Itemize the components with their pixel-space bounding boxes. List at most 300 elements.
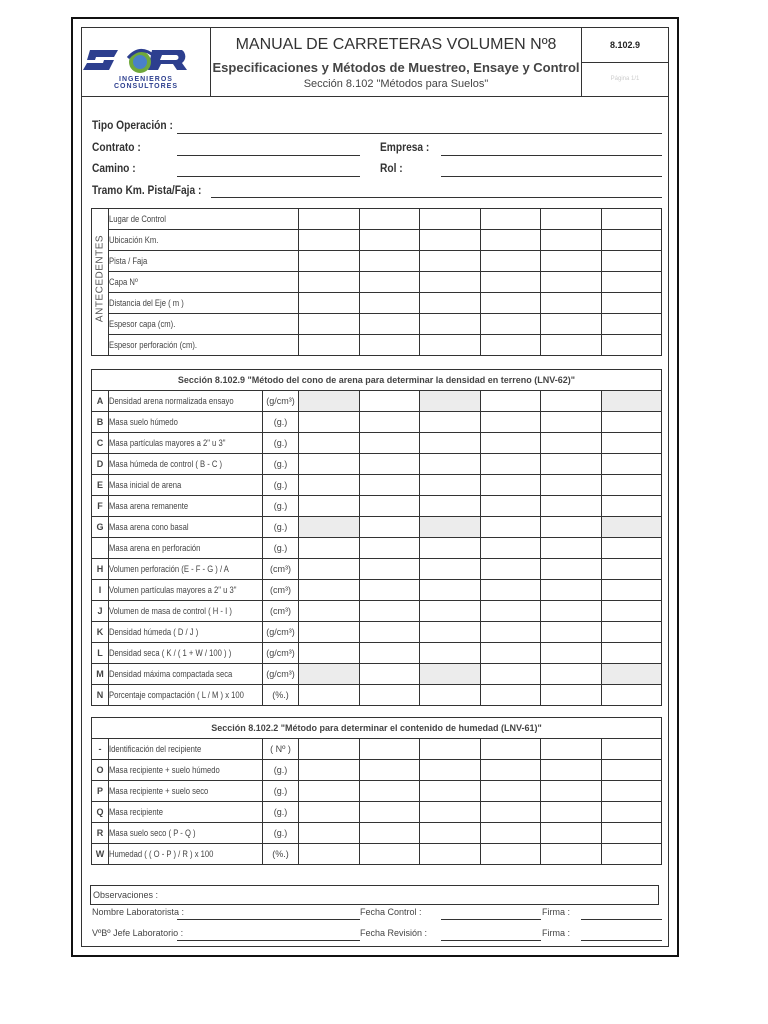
value-cell[interactable] (299, 580, 360, 601)
page-note: Página 1/1 (610, 76, 640, 82)
value-cell[interactable] (480, 643, 541, 664)
value-cell[interactable] (480, 781, 541, 802)
value-cell[interactable] (299, 538, 360, 559)
form-header (82, 28, 668, 97)
section-title (92, 718, 662, 739)
value-cell[interactable] (359, 802, 420, 823)
value-cell[interactable] (541, 335, 602, 356)
jefe-field[interactable] (177, 940, 360, 941)
row-unit (263, 739, 299, 760)
value-cell[interactable] (420, 517, 481, 538)
value-cell[interactable] (420, 293, 481, 314)
value-cell[interactable] (299, 517, 360, 538)
value-cell[interactable] (299, 685, 360, 706)
value-cell[interactable] (541, 209, 602, 230)
camino-label: Camino : (92, 161, 136, 175)
code-block (582, 28, 668, 96)
value-cell[interactable] (480, 230, 541, 251)
table-row (92, 272, 662, 293)
value-cell[interactable] (420, 802, 481, 823)
value-cell[interactable] (601, 314, 662, 335)
value-cell[interactable] (480, 251, 541, 272)
row-unit-text: (g/cm³) (266, 669, 295, 679)
row-description (109, 685, 263, 706)
value-cell[interactable] (420, 433, 481, 454)
row-unit-text: (g/cm³) (266, 396, 295, 406)
contrato-field[interactable] (177, 155, 360, 156)
row-description-text: Identificación del recipiente (109, 744, 202, 754)
row-letter (92, 538, 109, 559)
value-cell[interactable] (601, 391, 662, 412)
row-letter-text: C (96, 438, 104, 448)
row-unit (263, 517, 299, 538)
row-letter-text: L (97, 648, 103, 658)
row-description (109, 538, 263, 559)
table-row (92, 802, 662, 823)
tipo-operacion-field[interactable] (177, 133, 662, 134)
firma-field-1[interactable] (581, 919, 662, 920)
value-cell[interactable] (299, 412, 360, 433)
value-cell[interactable] (420, 781, 481, 802)
value-cell[interactable] (541, 823, 602, 844)
value-cell[interactable] (480, 433, 541, 454)
value-cell[interactable] (601, 272, 662, 293)
section-title: Sección 8.102 "Métodos para Suelos" (303, 78, 489, 90)
value-cell[interactable] (601, 664, 662, 685)
row-description-text: Masa arena remanente (109, 501, 189, 511)
value-cell[interactable] (359, 335, 420, 356)
value-cell[interactable] (299, 844, 360, 865)
value-cell[interactable] (299, 209, 360, 230)
value-cell[interactable] (601, 230, 662, 251)
row-unit-text: (g.) (273, 765, 288, 775)
value-cell[interactable] (420, 559, 481, 580)
row-letter (92, 781, 109, 802)
row-description-text: Masa partículas mayores a 2" u 3" (109, 438, 226, 448)
value-cell[interactable] (359, 454, 420, 475)
value-cell[interactable] (601, 760, 662, 781)
value-cell[interactable] (420, 496, 481, 517)
row-letter (92, 739, 109, 760)
value-cell[interactable] (299, 739, 360, 760)
row-label-text: Distancia del Eje ( m ) (109, 298, 184, 308)
table-row (92, 664, 662, 685)
value-cell[interactable] (420, 685, 481, 706)
row-description-text: Densidad seca ( K / ( 1 + W / 100 ) ) (109, 648, 232, 658)
value-cell[interactable] (299, 314, 360, 335)
value-cell[interactable] (601, 559, 662, 580)
value-cell[interactable] (420, 739, 481, 760)
value-cell[interactable] (541, 391, 602, 412)
value-cell[interactable] (541, 496, 602, 517)
row-letter (92, 844, 109, 865)
value-cell[interactable] (480, 412, 541, 433)
table-row (92, 251, 662, 272)
firma-field-2[interactable] (581, 940, 662, 941)
value-cell[interactable] (480, 802, 541, 823)
value-cell[interactable] (299, 251, 360, 272)
value-cell[interactable] (541, 739, 602, 760)
value-cell[interactable] (299, 664, 360, 685)
value-cell[interactable] (601, 517, 662, 538)
value-cell[interactable] (480, 559, 541, 580)
table-row (92, 293, 662, 314)
value-cell[interactable] (420, 272, 481, 293)
empresa-field[interactable] (441, 155, 662, 156)
value-cell[interactable] (541, 559, 602, 580)
laboratorista-label: Nombre Laboratorista : (92, 907, 185, 917)
value-cell[interactable] (420, 475, 481, 496)
value-cell[interactable] (480, 580, 541, 601)
value-cell[interactable] (420, 209, 481, 230)
value-cell[interactable] (359, 314, 420, 335)
company-name: INGENIEROS CONSULTORES (113, 76, 179, 90)
value-cell[interactable] (480, 739, 541, 760)
row-unit-text: (g.) (273, 828, 288, 838)
row-unit-text: (%.) (272, 849, 289, 859)
value-cell[interactable] (601, 601, 662, 622)
value-cell[interactable] (480, 538, 541, 559)
value-cell[interactable] (359, 391, 420, 412)
value-cell[interactable] (359, 760, 420, 781)
value-cell[interactable] (420, 412, 481, 433)
value-cell[interactable] (480, 454, 541, 475)
row-description (109, 601, 263, 622)
table-row (92, 559, 662, 580)
row-letter (92, 391, 109, 412)
row-letter-text: P (96, 786, 103, 796)
value-cell[interactable] (480, 844, 541, 865)
row-unit-text: (g.) (273, 459, 288, 469)
table-row (92, 496, 662, 517)
value-cell[interactable] (359, 433, 420, 454)
value-cell[interactable] (299, 760, 360, 781)
table-row (92, 538, 662, 559)
value-cell[interactable] (299, 433, 360, 454)
value-cell[interactable] (359, 272, 420, 293)
row-unit-text: (%.) (272, 690, 289, 700)
row-label (109, 272, 299, 293)
value-cell[interactable] (359, 412, 420, 433)
value-cell[interactable] (359, 580, 420, 601)
value-cell[interactable] (541, 251, 602, 272)
row-unit (263, 760, 299, 781)
value-cell[interactable] (601, 538, 662, 559)
value-cell[interactable] (480, 293, 541, 314)
value-cell[interactable] (420, 314, 481, 335)
table-row (92, 601, 662, 622)
table-row (92, 314, 662, 335)
value-cell[interactable] (601, 622, 662, 643)
row-unit (263, 412, 299, 433)
rol-label: Rol : (380, 161, 403, 175)
value-cell[interactable] (359, 601, 420, 622)
value-cell[interactable] (299, 601, 360, 622)
row-description (109, 580, 263, 601)
row-label (109, 230, 299, 251)
value-cell[interactable] (420, 251, 481, 272)
table-row (92, 622, 662, 643)
value-cell[interactable] (480, 685, 541, 706)
row-letter-text: J (97, 606, 103, 616)
value-cell[interactable] (420, 760, 481, 781)
row-description (109, 454, 263, 475)
table-row (92, 412, 662, 433)
value-cell[interactable] (480, 517, 541, 538)
manual-title: MANUAL DE CARRETERAS VOLUMEN Nº8 (235, 36, 557, 53)
row-letter (92, 412, 109, 433)
value-cell[interactable] (420, 454, 481, 475)
row-description-text: Porcentaje compactación ( L / M ) x 100 (109, 690, 244, 700)
value-cell[interactable] (299, 475, 360, 496)
value-cell[interactable] (359, 664, 420, 685)
value-cell[interactable] (359, 559, 420, 580)
value-cell[interactable] (299, 454, 360, 475)
laboratorista-field[interactable] (177, 919, 360, 920)
value-cell[interactable] (541, 293, 602, 314)
value-cell[interactable] (359, 781, 420, 802)
row-description (109, 433, 263, 454)
value-cell[interactable] (541, 622, 602, 643)
value-cell[interactable] (359, 538, 420, 559)
value-cell[interactable] (601, 844, 662, 865)
value-cell[interactable] (480, 314, 541, 335)
row-letter (92, 802, 109, 823)
value-cell[interactable] (601, 739, 662, 760)
row-description (109, 844, 263, 865)
value-cell[interactable] (359, 844, 420, 865)
row-description-text: Masa recipiente + suelo seco (109, 786, 209, 796)
value-cell[interactable] (420, 580, 481, 601)
row-description (109, 517, 263, 538)
value-cell[interactable] (601, 335, 662, 356)
row-letter (92, 433, 109, 454)
value-cell[interactable] (601, 823, 662, 844)
value-cell[interactable] (541, 844, 602, 865)
observaciones-field[interactable]: Observaciones : (90, 885, 659, 905)
row-label (109, 314, 299, 335)
row-unit (263, 391, 299, 412)
value-cell[interactable] (359, 643, 420, 664)
value-cell[interactable] (420, 230, 481, 251)
row-description (109, 391, 263, 412)
value-cell[interactable] (359, 685, 420, 706)
value-cell[interactable] (359, 293, 420, 314)
row-letter (92, 601, 109, 622)
value-cell[interactable] (541, 664, 602, 685)
row-description-text: Volumen partículas mayores a 2" u 3" (109, 585, 237, 595)
row-description (109, 760, 263, 781)
value-cell[interactable] (299, 781, 360, 802)
row-letter (92, 475, 109, 496)
table-row (92, 760, 662, 781)
value-cell[interactable] (359, 739, 420, 760)
row-unit (263, 454, 299, 475)
row-letter-text: B (96, 417, 104, 427)
value-cell[interactable] (299, 802, 360, 823)
firma-label-2: Firma : (542, 928, 570, 938)
fecha-control-field[interactable] (441, 919, 541, 920)
row-description (109, 412, 263, 433)
value-cell[interactable] (601, 781, 662, 802)
value-cell[interactable] (601, 454, 662, 475)
value-cell[interactable] (601, 643, 662, 664)
form-frame (81, 27, 669, 947)
value-cell[interactable] (299, 622, 360, 643)
row-description (109, 622, 263, 643)
value-cell[interactable] (601, 412, 662, 433)
value-cell[interactable] (601, 685, 662, 706)
row-letter-text: R (96, 828, 104, 838)
value-cell[interactable] (541, 412, 602, 433)
value-cell[interactable] (299, 391, 360, 412)
value-cell[interactable] (541, 454, 602, 475)
value-cell[interactable] (299, 823, 360, 844)
value-cell[interactable] (480, 391, 541, 412)
row-label-text: Ubicación Km. (109, 235, 159, 245)
value-cell[interactable] (480, 601, 541, 622)
value-cell[interactable] (299, 272, 360, 293)
value-cell[interactable] (601, 475, 662, 496)
value-cell[interactable] (299, 496, 360, 517)
value-cell[interactable] (420, 664, 481, 685)
fecha-revision-field[interactable] (441, 940, 541, 941)
value-cell[interactable] (541, 685, 602, 706)
row-letter (92, 454, 109, 475)
value-cell[interactable] (359, 517, 420, 538)
row-letter (92, 622, 109, 643)
row-letter-text: Q (96, 807, 104, 817)
cono-arena-table (91, 369, 662, 706)
value-cell[interactable] (420, 601, 481, 622)
value-cell[interactable] (541, 760, 602, 781)
row-description (109, 664, 263, 685)
section-header-row (92, 718, 662, 739)
value-cell[interactable] (541, 538, 602, 559)
tramo-field[interactable] (211, 197, 662, 198)
value-cell[interactable] (601, 580, 662, 601)
antecedentes-table (91, 208, 662, 356)
row-description-text: Masa recipiente (109, 807, 164, 817)
row-letter-text: W (95, 849, 105, 859)
value-cell[interactable] (480, 335, 541, 356)
value-cell[interactable] (541, 643, 602, 664)
value-cell[interactable] (299, 293, 360, 314)
value-cell[interactable] (541, 433, 602, 454)
row-unit (263, 802, 299, 823)
value-cell[interactable] (480, 272, 541, 293)
row-letter-text: E (96, 480, 103, 490)
value-cell[interactable] (601, 251, 662, 272)
value-cell[interactable] (359, 496, 420, 517)
value-cell[interactable] (359, 209, 420, 230)
row-unit-text: ( Nº ) (270, 744, 291, 754)
section-title-text: Sección 8.102.2 "Método para determinar el contenido de humedad (LNV-61)" (211, 723, 542, 733)
row-unit-text: (g/cm³) (266, 627, 295, 637)
value-cell[interactable] (299, 559, 360, 580)
table-row (92, 823, 662, 844)
value-cell[interactable] (480, 823, 541, 844)
row-label (109, 209, 299, 230)
value-cell[interactable] (541, 475, 602, 496)
value-cell[interactable] (420, 622, 481, 643)
form-page (71, 17, 679, 957)
value-cell[interactable] (541, 314, 602, 335)
value-cell[interactable] (299, 643, 360, 664)
value-cell[interactable] (601, 802, 662, 823)
row-letter-text: O (96, 765, 104, 775)
value-cell[interactable] (541, 272, 602, 293)
row-letter-text: A (96, 396, 104, 406)
value-cell[interactable] (359, 230, 420, 251)
value-cell[interactable] (359, 622, 420, 643)
rol-field[interactable] (441, 176, 662, 177)
section-header-row (92, 370, 662, 391)
value-cell[interactable] (541, 517, 602, 538)
camino-field[interactable] (177, 176, 360, 177)
value-cell[interactable] (601, 496, 662, 517)
value-cell[interactable] (420, 538, 481, 559)
row-letter (92, 517, 109, 538)
value-cell[interactable] (299, 230, 360, 251)
row-description-text: Masa recipiente + suelo húmedo (109, 765, 220, 775)
row-unit (263, 601, 299, 622)
value-cell[interactable] (541, 230, 602, 251)
value-cell[interactable] (480, 475, 541, 496)
table-row (92, 475, 662, 496)
company-logo (82, 28, 211, 96)
value-cell[interactable] (480, 622, 541, 643)
value-cell[interactable] (480, 496, 541, 517)
value-cell[interactable] (420, 643, 481, 664)
row-letter (92, 664, 109, 685)
row-unit (263, 559, 299, 580)
value-cell[interactable] (420, 391, 481, 412)
row-unit (263, 685, 299, 706)
value-cell[interactable] (359, 251, 420, 272)
row-description (109, 781, 263, 802)
value-cell[interactable] (359, 823, 420, 844)
value-cell[interactable] (541, 802, 602, 823)
table-row (92, 844, 662, 865)
value-cell[interactable] (541, 580, 602, 601)
row-unit-text: (cm³) (270, 606, 291, 616)
value-cell[interactable] (480, 209, 541, 230)
row-unit (263, 496, 299, 517)
row-unit-text: (g.) (273, 543, 288, 553)
value-cell[interactable] (420, 335, 481, 356)
row-letter (92, 823, 109, 844)
value-cell[interactable] (541, 601, 602, 622)
value-cell[interactable] (601, 209, 662, 230)
value-cell[interactable] (601, 433, 662, 454)
value-cell[interactable] (541, 781, 602, 802)
tipo-operacion-label: Tipo Operación : (92, 118, 173, 132)
value-cell[interactable] (601, 293, 662, 314)
value-cell[interactable] (299, 335, 360, 356)
value-cell[interactable] (420, 823, 481, 844)
row-description-text: Masa inicial de arena (109, 480, 182, 490)
row-letter (92, 643, 109, 664)
value-cell[interactable] (480, 760, 541, 781)
row-label-text: Espesor perforación (cm). (109, 340, 198, 350)
row-letter (92, 559, 109, 580)
value-cell[interactable] (420, 844, 481, 865)
table-row (92, 230, 662, 251)
value-cell[interactable] (359, 475, 420, 496)
row-description (109, 559, 263, 580)
value-cell[interactable] (480, 664, 541, 685)
